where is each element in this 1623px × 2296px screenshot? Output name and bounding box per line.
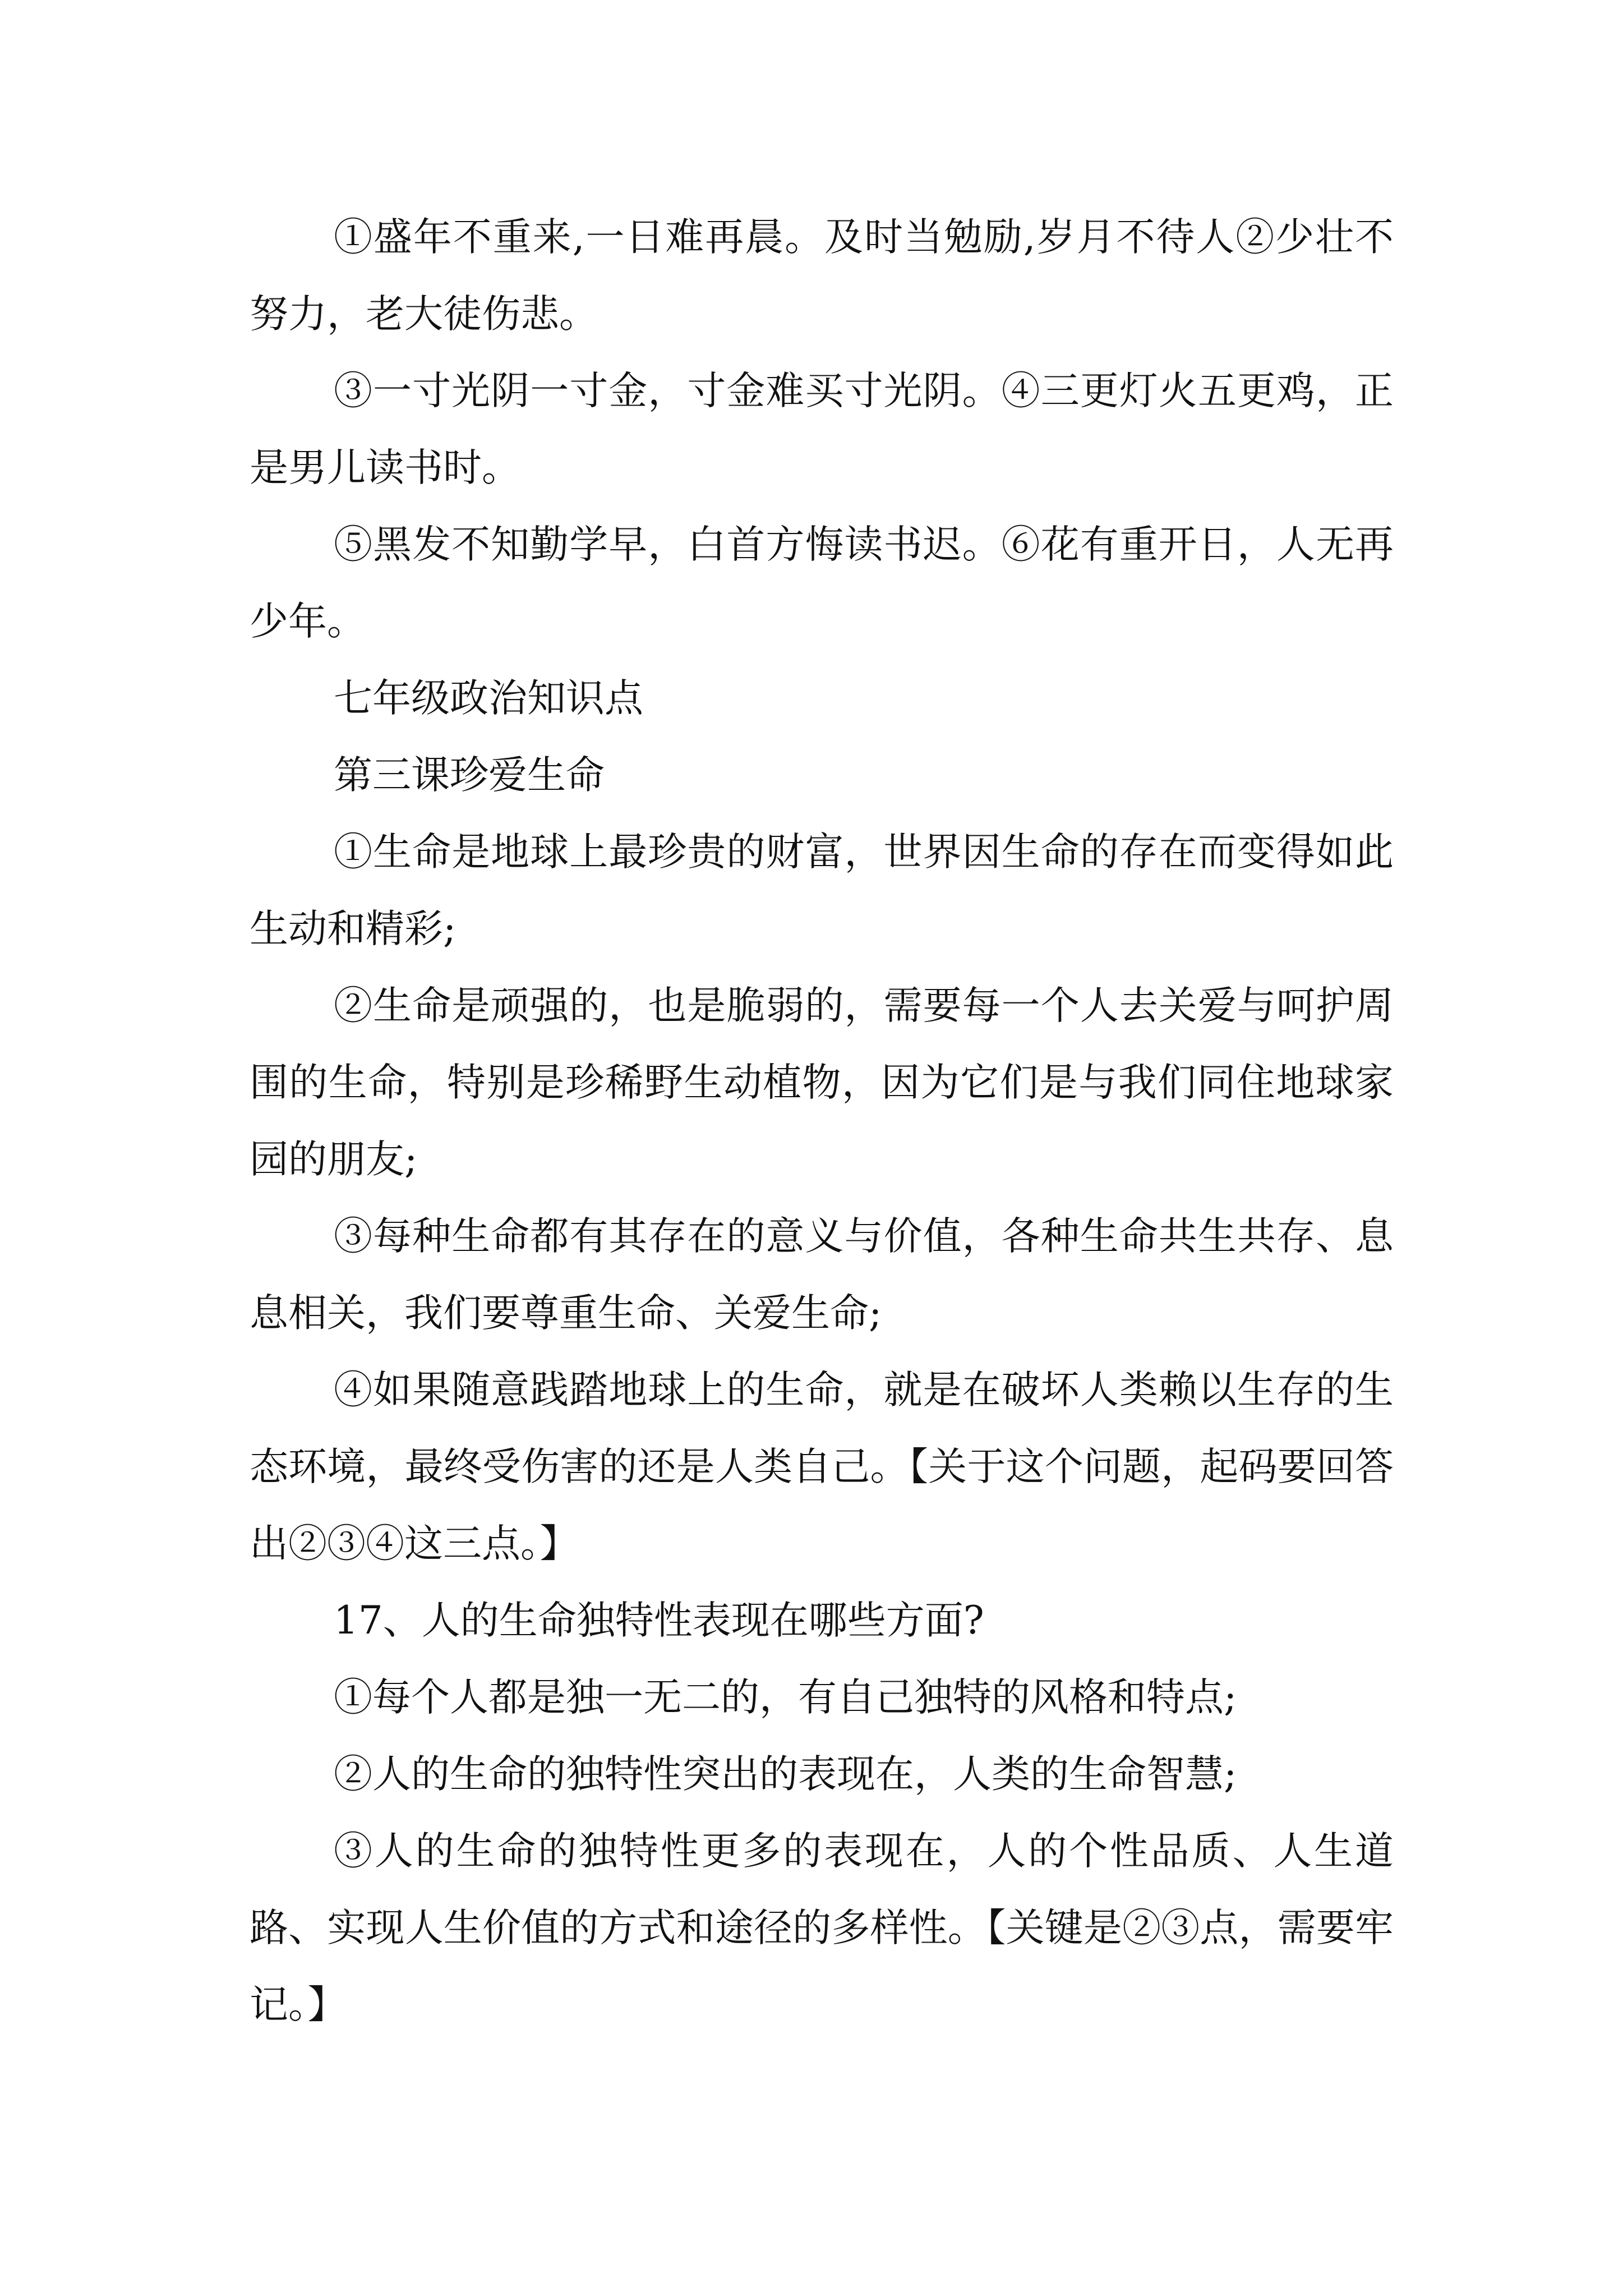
- lesson-title: 第三课珍爱生命: [334, 753, 605, 798]
- paragraph-point-1: ①生命是地球上最珍贵的财富，世界因生命的存在而变得如此生动和精彩;: [250, 830, 1394, 951]
- question-heading: 17、人的生命独特性表现在哪些方面?: [334, 1598, 984, 1643]
- paragraph-answer-1: ①每个人都是独一无二的，有自己独特的风格和特点;: [334, 1675, 1237, 1720]
- paragraph-answer-3: ③人的生命的独特性更多的表现在，人的个性品质、人生道路、实现人生价值的方式和途径的多样性。【关键是②③点，需要牢记。】: [250, 1829, 1394, 2027]
- paragraph-answer-2: ②人的生命的独特性突出的表现在，人类的生命智慧;: [334, 1752, 1237, 1797]
- paragraph-point-4: ④如果随意践踏地球上的生命，就是在破坏人类赖以生存的生态环境，最终受伤害的还是人类自己。【关于这个问题，起码要回答出②③④这三点。】: [250, 1368, 1394, 1566]
- paragraph-point-2: ②生命是顽强的，也是脆弱的，需要每一个人去关爱与呵护周围的生命，特别是珍稀野生动植物，因为它们是与我们同住地球家园的朋友;: [250, 983, 1394, 1182]
- paragraph-proverbs-2: ③一寸光阴一寸金，寸金难买寸光阴。④三更灯火五更鸡，正是男儿读书时。: [250, 369, 1394, 490]
- document-body: [250, 199, 1394, 2044]
- paragraph-point-3: ③每种生命都有其存在的意义与价值，各种生命共生共存、息息相关，我们要尊重生命、关爱生命;: [250, 1214, 1394, 1336]
- section-heading: 七年级政治知识点: [334, 676, 643, 721]
- paragraph-proverbs-3: ⑤黑发不知勤学早，白首方悔读书迟。⑥花有重开日，人无再少年。: [250, 522, 1394, 644]
- paragraph-proverbs-1: ①盛年不重来,一日难再晨。及时当勉励,岁月不待人②少壮不努力，老大徒伤悲。: [250, 215, 1394, 337]
